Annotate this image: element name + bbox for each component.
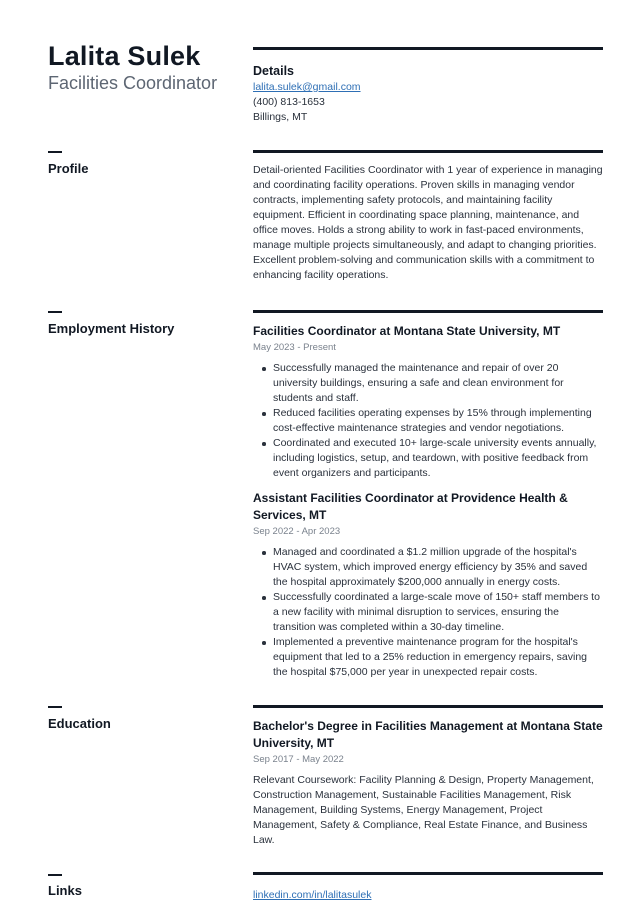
job-bullets	[253, 361, 603, 481]
job-bullet: Implemented a preventive maintenance program for the hospital's equipment that led to a 25% reduction in emergency repairs, saving the hospital $75,000 per year in unexpected repair costs.	[273, 635, 603, 680]
profile-text: Detail-oriented Facilities Coordinator with 1 year of experience in managing and coordinating facility operations. Proven skills in managing vendor contracts, implementing safety protocols, and maintaining facility equipment. Efficient in coordinating space planning, maintenance, and office moves. Holds a strong ability to work in fast-paced environments, manage multiple projects simultaneously, and adapt to changing priorities. Excellent problem-solving and communication skills with a commitment to enhancing facility operations.	[253, 164, 603, 281]
profile-rule	[253, 150, 603, 153]
email-link[interactable]: lalita.sulek@gmail.com	[253, 81, 361, 93]
links-heading: Links	[48, 883, 82, 898]
job-dates: Sep 2022 - Apr 2023	[253, 526, 341, 537]
job-bullet: Managed and coordinated a $1.2 million upgrade of the hospital's HVAC system, which improved energy efficiency by 35% and saved the hospital approximately $200,000 annually in energy costs.	[273, 545, 603, 590]
employment-dash	[48, 311, 62, 313]
education-heading: Education	[48, 716, 111, 731]
job-bullet: Reduced facilities operating expenses by 15% through implementing cost-effective maintenance strategies and vendor negotiations.	[273, 406, 603, 436]
coursework-text: Relevant Coursework: Facility Planning & Design, Property Management, Construction Management, Sustainable Facilities Management, Risk Management, Building Systems, Energy Management, Project Management, Safety & Compliance, Real Estate Finance, and Business Law.	[253, 774, 594, 846]
degree-title: Bachelor's Degree in Facilities Management at Montana State University, MT	[253, 719, 603, 750]
job-bullets	[253, 545, 603, 680]
job-entry	[253, 323, 603, 481]
education-entry	[253, 718, 603, 848]
job-bullet: Coordinated and executed 10+ large-scale university events annually, including logistics, setup, and teardown, with positive feedback from event organizers and participants.	[273, 436, 603, 481]
job-title: Facilities Coordinator at Montana State University, MT	[253, 324, 561, 338]
profile-heading: Profile	[48, 161, 89, 176]
education-dash	[48, 706, 62, 708]
links-rule	[253, 872, 603, 875]
location: Billings, MT	[253, 111, 308, 123]
job-entry	[253, 490, 603, 680]
profile-dash	[48, 151, 62, 153]
details-heading: Details	[253, 64, 294, 78]
job-dates: May 2023 - Present	[253, 342, 336, 353]
phone-number: (400) 813-1653	[253, 96, 325, 108]
job-bullet: Successfully coordinated a large-scale move of 150+ staff members to a new facility with minimal disruption to services, ensuring the transition was completed within a 30-day timeline.	[273, 590, 603, 635]
details-rule	[253, 47, 603, 50]
employment-heading: Employment History	[48, 321, 175, 336]
candidate-title: Facilities Coordinator	[48, 73, 218, 93]
linkedin-link[interactable]: linkedin.com/in/lalitasulek	[253, 889, 372, 901]
candidate-name: Lalita Sulek	[48, 41, 201, 71]
education-dates: Sep 2017 - May 2022	[253, 754, 344, 765]
education-rule	[253, 705, 603, 708]
job-bullet: Successfully managed the maintenance and repair of over 20 university buildings, ensuring a safe and clean environment for students and staff.	[273, 361, 603, 406]
job-title: Assistant Facilities Coordinator at Providence Health & Services, MT	[253, 491, 568, 522]
links-section	[253, 885, 603, 903]
details-section	[253, 62, 603, 125]
employment-rule	[253, 310, 603, 313]
links-dash	[48, 874, 62, 876]
